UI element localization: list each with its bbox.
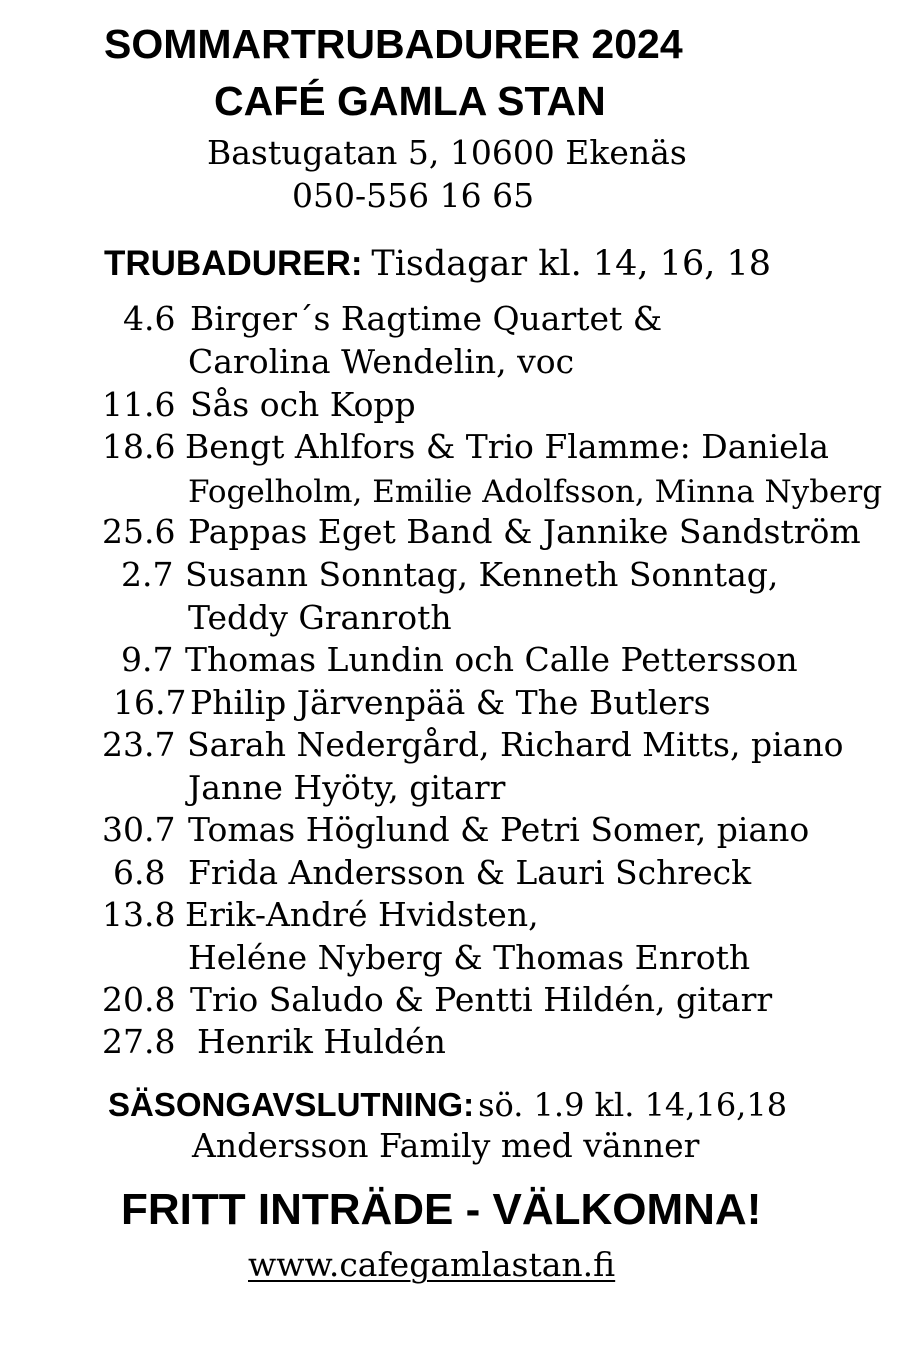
entry-performer: Erik-André Hvidsten, [185, 895, 539, 934]
entry-performer: Thomas Lundin och Calle Pettersson [185, 640, 798, 679]
schedule-label: TRUBADURER: [104, 244, 363, 283]
entry-performer: Philip Järvenpää & The Butlers [190, 683, 711, 722]
entry-performer: Tomas Höglund & Petri Somer, piano [188, 810, 810, 849]
website-link[interactable]: www.cafegamlastan.fi [248, 1245, 616, 1284]
entry-performer: Birger´s Ragtime Quartet & [190, 299, 663, 338]
venue-address: Bastugatan 5, 10600 Ekenäs [207, 133, 687, 172]
entry-performer: Trio Saludo & Pentti Hildén, gitarr [190, 980, 773, 1019]
entry-date: 6.8 [113, 853, 166, 892]
closing-when: sö. 1.9 kl. 14,16,18 [478, 1086, 788, 1124]
entry-performer: Pappas Eget Band & Jannike Sandström [188, 512, 861, 551]
entry-date: 25.6 [102, 512, 176, 551]
venue-phone: 050-556 16 65 [292, 176, 535, 215]
entry-performer: Frida Andersson & Lauri Schreck [188, 853, 752, 892]
event-title: SOMMARTRUBADURER 2024 [104, 21, 683, 67]
schedule-times: Tisdagar kl. 14, 16, 18 [371, 244, 772, 284]
entry-date: 20.8 [102, 980, 176, 1019]
entry-performer-cont: Janne Hyöty, gitarr [188, 768, 506, 807]
entry-date: 27.8 [102, 1022, 176, 1061]
closing-label: SÄSONGAVSLUTNING: [108, 1086, 475, 1123]
entry-performer-cont: Fogelholm, Emilie Adolfsson, Minna Nyberg [188, 474, 883, 510]
entry-date: 18.6 [102, 427, 176, 466]
entry-performer: Sås och Kopp [190, 385, 416, 424]
entry-date: 2.7 [121, 555, 174, 594]
entry-performer-cont: Teddy Granroth [188, 598, 452, 637]
entry-date: 9.7 [121, 640, 174, 679]
entry-performer: Henrik Huldén [197, 1022, 446, 1061]
entry-date: 4.6 [123, 299, 176, 338]
entry-performer: Sarah Nedergård, Richard Mitts, piano [187, 725, 844, 764]
schedule-heading [104, 243, 771, 285]
entry-performer-cont: Carolina Wendelin, voc [188, 342, 575, 381]
entry-date: 30.7 [102, 810, 176, 849]
entry-performer-cont: Heléne Nyberg & Thomas Enroth [188, 938, 751, 977]
entry-performer: Bengt Ahlfors & Trio Flamme: Daniela [185, 427, 829, 466]
entry-performer: Susann Sonntag, Kenneth Sonntag, [185, 555, 779, 594]
entry-date: 23.7 [102, 725, 176, 764]
entry-date: 16.7 [113, 683, 187, 722]
closing-performer: Andersson Family med vänner [192, 1126, 700, 1165]
venue-name: CAFÉ GAMLA STAN [214, 78, 606, 124]
entry-date: 13.8 [102, 895, 176, 934]
entry-date: 11.6 [102, 385, 176, 424]
free-entry-slogan: FRITT INTRÄDE - VÄLKOMNA! [121, 1185, 762, 1234]
